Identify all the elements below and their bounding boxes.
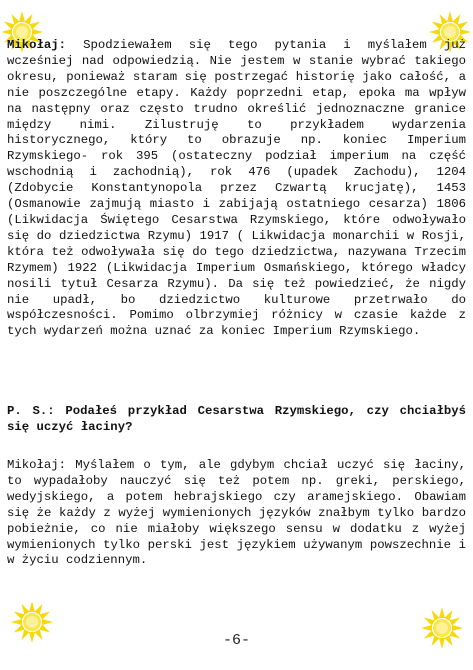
question-paragraph: P. S.: Podałeś przykład Cesarstwa Rzymskiego, czy chciałbyś się uczyć łaciny? <box>7 404 466 434</box>
speaker-name: Mikołaj: <box>7 38 67 52</box>
page-number: -6- <box>222 632 250 649</box>
answer-paragraph: Mikołaj: Myślałem o tym, ale gdybym chciał uczyć się łaciny, to wypadałoby nauczyć się też potem np. greki, perskiego, wedyjskiego, a potem hebrajskiego czy aramejskiego. Obawiam się że każdy z wyżej wymienionych języków znałbym tylko bardzo pobieżnie, co nie miałoby większego sensu w dodatku z wyżej wymienionych tylko perski jest językiem używanym powszechnie i w życiu codziennym. <box>7 458 466 568</box>
answer-paragraph <box>7 38 466 340</box>
answer-text: Spodziewałem się tego pytania i myślałem już wcześniej nad odpowiedzią. Nie jestem w stanie wybrać takiego okresu, ponieważ staram się postrzegać historię jako całość, a nie poszczególne etapy. Każdy poprzedni etap, epoka ma wpływ na następny oraz często trudno określić jednoznaczne granice między nimi. Zilustruję to przykładem wydarzenia historycznego, który to obrazuje np. koniec Imperium Rzymskiego- rok 395 (ostateczny podział imperium na część wschodnią i zachodnią), rok 476 (upadek Zachodu), 1204 (Zdobycie Konstantynopola przez Czwartą krucjatę), 1453 (Osmanowie zajmują miasto i zabijają ostatniego cesarza) 1806 (Likwidacja Świętego Cesarstwa Rzymskiego, które odwoływało się do dziedzictwa Rzymu) 1917 ( Likwidacja monarchii w Rosji, która też odwoływała się do tego dziedzictwa, nazywana Trzecim Rzymem) 1922 (Likwidacja Imperium Osmańskiego, którego władcy nosili tytuł Cesarza Rzymu). Da się też powiedzieć, że nigdy nie upadł, bo dziedzictwo kulturowe przetrwało do współczesności. Pomimo olbrzymiej różnicy w czasie każde z tych wydarzeń można uznać za koniec Imperium Rzymskiego. <box>7 38 466 339</box>
